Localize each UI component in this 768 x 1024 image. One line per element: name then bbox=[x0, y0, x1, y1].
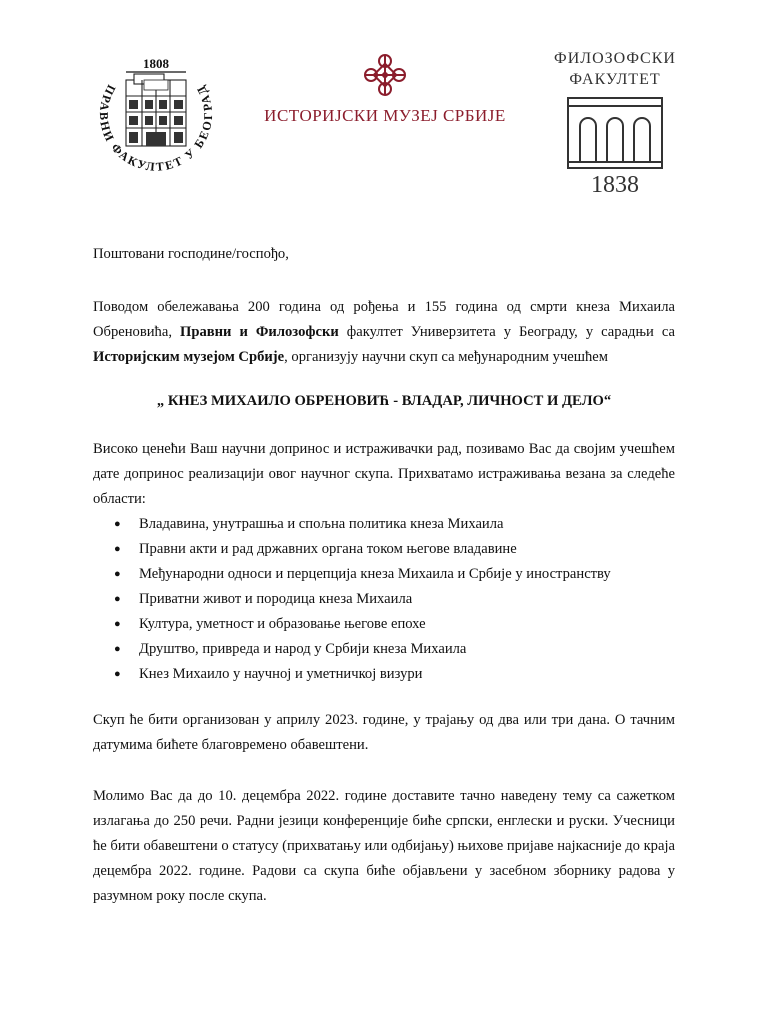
phil-logo-line1: ФИЛОЗОФСКИ bbox=[554, 50, 676, 67]
intro-paragraph bbox=[93, 295, 675, 370]
intro-text-1: Поводом обележавања 200 година од рођења и 155 година од смрти кнеза Михаила Обреновића, bbox=[93, 299, 675, 340]
schedule-paragraph: Скуп ће бити организован у априлу 2023. године, у трајању од два или три дана. О тачним датумима бићете благовремено обавештени. bbox=[93, 712, 675, 753]
bullet-icon: ● bbox=[114, 593, 121, 605]
list-item-text: Приватни живот и породица кнеза Михаила bbox=[139, 591, 413, 607]
letter-body bbox=[93, 242, 675, 909]
philosophy-faculty-logo bbox=[540, 48, 690, 198]
list-item bbox=[93, 537, 675, 562]
list-item bbox=[93, 637, 675, 662]
list-item-text: Правни акти и рад државних органа током његове владавине bbox=[139, 541, 517, 557]
list-item-text: Култура, уметност и образовање његове епохе bbox=[139, 616, 426, 632]
submission-paragraph: Молимо Вас да до 10. децембра 2022. године доставите тачно наведену тему са сажетком излагања до 250 речи. Радни језици конференције биће српски, енглески и руски. Учесници ће бити обавештени о статусу (прихватању или одбијању) њихове пријаве најкасније до краја децембра 2022. године. Радови са скупа биће објављени у засебном зборнику радова у разумном року после скупа. bbox=[93, 788, 675, 904]
law-logo-ring-text: ПРАВНИ ФАКУЛТЕТ У БЕОГРАД bbox=[96, 81, 216, 174]
letterhead bbox=[0, 40, 768, 200]
bullet-icon: ● bbox=[114, 518, 121, 530]
phil-logo-year: 1838 bbox=[591, 172, 639, 198]
intro-text-2: факултет Универзитета у Београду, у сарадњи са bbox=[338, 324, 675, 340]
museum-name: ИСТОРИЈСКИ МУЗЕЈ СРБИЈЕ bbox=[264, 106, 506, 125]
bullet-icon: ● bbox=[114, 618, 121, 630]
phil-logo-line2: ФАКУЛТЕТ bbox=[569, 71, 661, 88]
list-item bbox=[93, 587, 675, 612]
list-item bbox=[93, 612, 675, 637]
greeting: Поштовани господине/госпођо, bbox=[93, 246, 289, 262]
bullet-icon: ● bbox=[114, 643, 121, 655]
bullet-icon: ● bbox=[114, 543, 121, 555]
list-item-text: Кнез Михаило у научној и уметничкој визури bbox=[139, 666, 423, 682]
event-title: „ КНЕЗ МИХАИЛО ОБРЕНОВИЋ - ВЛАДАР, ЛИЧНОСТ И ДЕЛО“ bbox=[156, 393, 612, 409]
research-areas-list bbox=[93, 512, 675, 687]
law-logo-year: 1808 bbox=[143, 56, 169, 71]
list-item-text: Друштво, привреда и народ у Србији кнеза Михаила bbox=[139, 641, 467, 657]
faculty-building-icon bbox=[566, 96, 664, 170]
bullet-icon: ● bbox=[114, 668, 121, 680]
list-item-text: Међународни односи и перцепција кнеза Михаила и Србије у иностранству bbox=[139, 566, 611, 582]
list-item bbox=[93, 512, 675, 537]
law-faculty-logo bbox=[82, 40, 230, 188]
list-item-text: Владавина, унутрашња и спољна политика кнеза Михаила bbox=[139, 516, 504, 532]
bullet-icon: ● bbox=[114, 568, 121, 580]
intro-text-3: , организују научни скуп са међународним учешћем bbox=[284, 349, 609, 365]
list-item bbox=[93, 662, 675, 687]
history-museum-logo bbox=[240, 50, 530, 160]
intro-bold-museum: Историјским музејом Србије bbox=[93, 349, 285, 365]
intro-bold-faculties: Правни и Филозофски bbox=[179, 324, 339, 340]
list-item bbox=[93, 562, 675, 587]
museum-emblem-icon bbox=[360, 50, 410, 100]
law-faculty-seal-icon bbox=[82, 40, 230, 188]
invitation-paragraph: Високо ценећи Ваш научни допринос и истраживачки рад, позивамо Вас да својим учешћем дате допринос реализацији овог научног скупа. Прихватамо истраживања везана за следеће области: bbox=[93, 441, 675, 507]
